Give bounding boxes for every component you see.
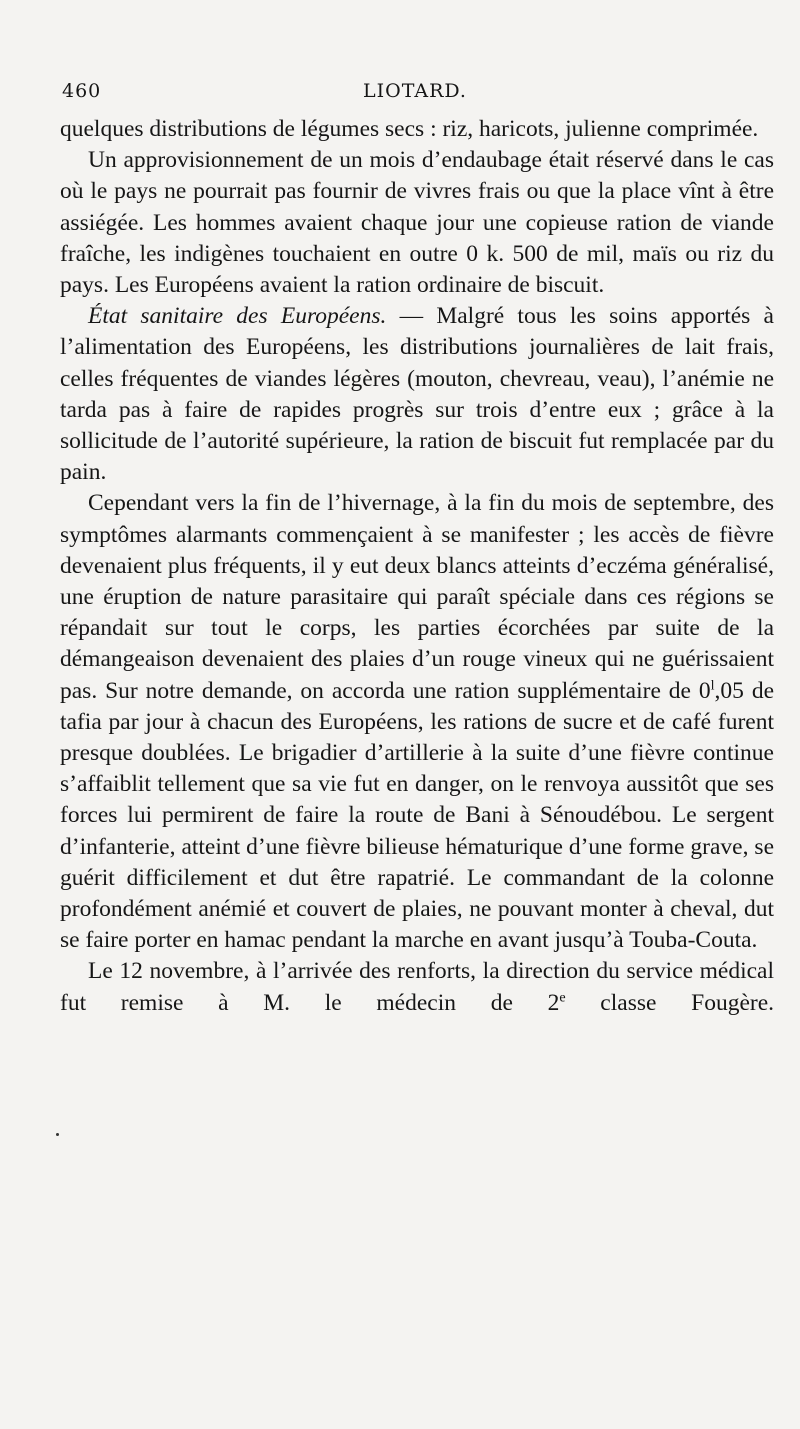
- paragraph-text: — Malgré tous les soins apportés à l’alimentation des Européens, les distributions journalières de lait frais, celles fréquentes de viandes légères (mouton, chevreau, veau), l’anémie ne tarda pas à faire de rapides progrès sur trois d’entre eux ; grâce à la sollicitude de l’autorité supérieure, la ration de biscuit fut remplacée par du pain.: [60, 303, 774, 486]
- paragraph: Un approvisionnement de un mois d’endaubage était réservé dans le cas où le pays ne pourrait pas fournir de vivres frais ou que la place vînt à être assiégée. Les hommes avaient chaque jour une copieuse ration de viande fraîche, les indigènes touchaient en outre 0 k. 500 de mil, maïs ou riz du pays. Les Européens avaient la ration ordinaire de biscuit.: [60, 147, 774, 299]
- paragraph: [60, 488, 774, 956]
- paragraph-text: Cependant vers la fin de l’hivernage, à la fin du mois de septembre, des symptômes alarmants commençaient à se manifester ; les accès de fièvre devenaient plus fréquents, il y eut deux blancs atteints d’eczéma généralisé, une éruption de nature parasitaire qui paraît spéciale dans ces régions se répandait sur tout le corps, les parties écorchées par suite de la démangeaison devenaient des plaies d’un rouge vineux qui ne guérissaient pas. Sur notre demande, on accorda une ration supplémentaire de 0: [60, 490, 774, 704]
- paragraph: [60, 956, 774, 1018]
- running-title: LIOTARD.: [363, 80, 467, 102]
- body-text: [60, 114, 774, 1019]
- superscript: e: [559, 989, 566, 1006]
- paragraph-text: classe Fougère.: [565, 989, 775, 1016]
- paragraph-text: Le 12 novembre, à l’arrivée des renforts, la direction du service médical fut remise à M. le médecin de 2: [60, 958, 774, 1016]
- margin-dot: [56, 1133, 59, 1136]
- page-header: [62, 80, 768, 104]
- superscript: l: [710, 677, 715, 694]
- section-heading: État sanitaire des Européens.: [88, 303, 387, 330]
- paragraph: quelques distributions de légumes secs : riz, haricots, julienne comprimée.: [60, 116, 759, 142]
- paragraph: [60, 301, 774, 488]
- page-number: 460: [62, 80, 102, 102]
- paragraph-text: ,05 de tafia par jour à chacun des Européens, les rations de sucre et de café furent presque doublées. Le brigadier d’artillerie à la suite d’une fièvre continue s’affaiblit tellement que sa vie fut en danger, on le renvoya aussitôt que ses forces lui permirent de faire la route de Bani à Sénoudébou. Le sergent d’infanterie, atteint d’une fièvre bilieuse hématurique d’une forme grave, se guérit difficilement et dut être rapatrié. Le commandant de la colonne profondément anémié et couvert de plaies, ne pouvant monter à cheval, dut se faire porter en hamac pendant la marche en avant jusqu’à Touba-Couta.: [60, 677, 775, 954]
